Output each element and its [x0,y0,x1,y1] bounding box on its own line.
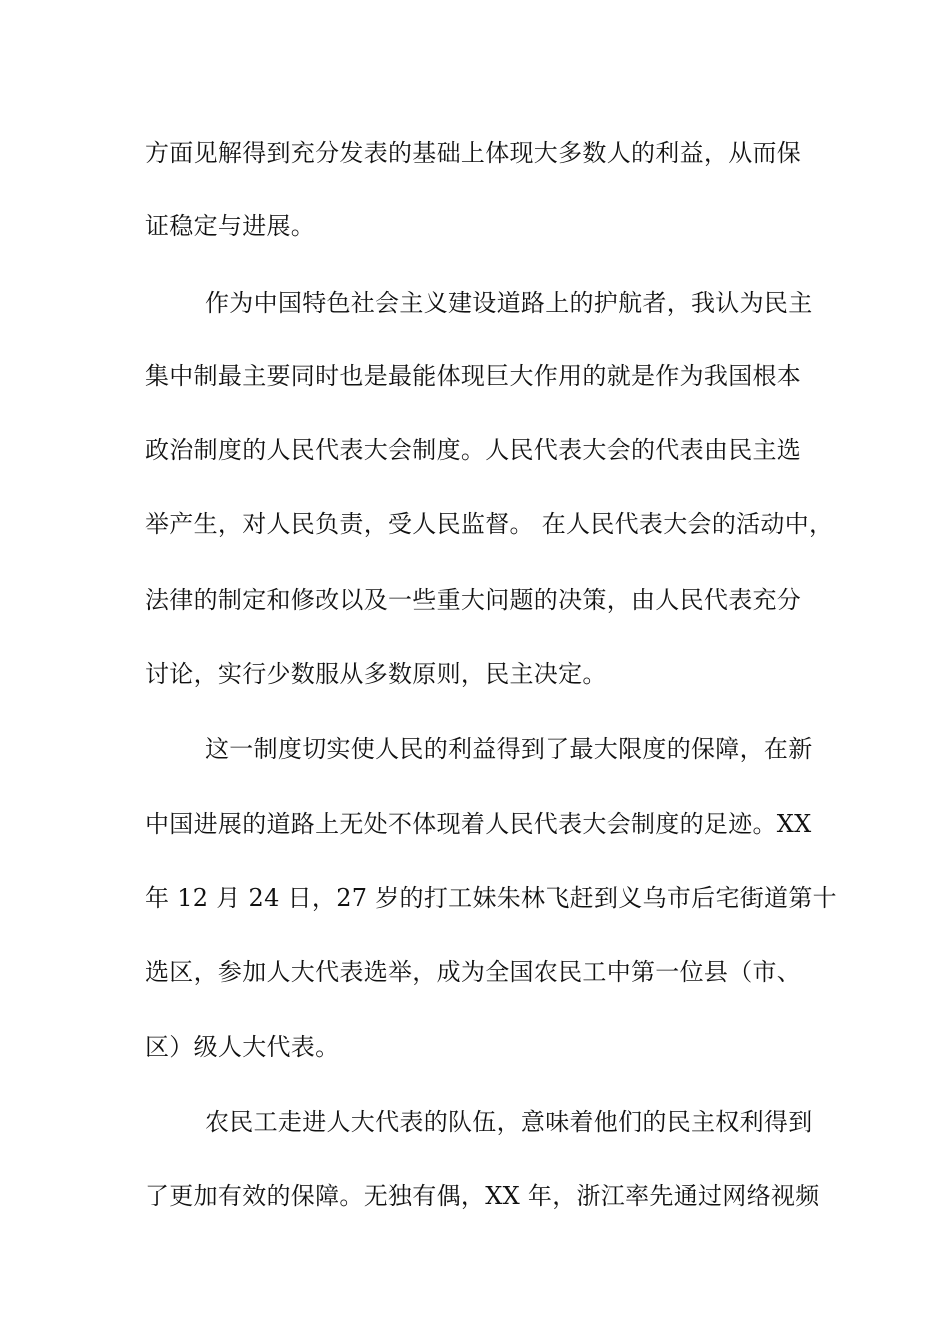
paragraph-first-line: 作为中国特色社会主义建设道路上的护航者，我认为民主 [205,289,813,317]
text-line: 举产生，对人民负责，受人民监督。 在人民代表大会的活动中， [145,510,834,538]
text-line: 选区，参加人大代表选举，成为全国农民工中第一位县（市、 [145,958,802,986]
text-line: 讨论，实行少数服从多数原则，民主决定。 [145,660,607,688]
paragraph-first-line: 农民工走进人大代表的队伍，意味着他们的民主权利得到 [205,1108,813,1136]
text-line: 年 12 月 24 日，27 岁的打工妹朱林飞赶到义乌市后宅街道第十 [145,884,837,912]
paragraph-first-line: 这一制度切实使人民的利益得到了最大限度的保障，在新 [205,735,813,763]
text-line: 方面见解得到充分发表的基础上体现大多数人的利益，从而保 [145,139,802,167]
text-line: 中国进展的道路上无处不体现着人民代表大会制度的足迹。XX [145,810,812,838]
text-line: 证稳定与进展。 [145,212,316,240]
text-line: 区）级人大代表。 [145,1033,340,1061]
text-line: 集中制最主要同时也是最能体现巨大作用的就是作为我国根本 [145,362,802,390]
text-line: 了更加有效的保障。无独有偶，XX 年，浙江率先通过网络视频 [145,1182,820,1210]
text-line: 政治制度的人民代表大会制度。人民代表大会的代表由民主选 [145,436,802,464]
text-line: 法律的制定和修改以及一些重大问题的决策，由人民代表充分 [145,586,802,614]
